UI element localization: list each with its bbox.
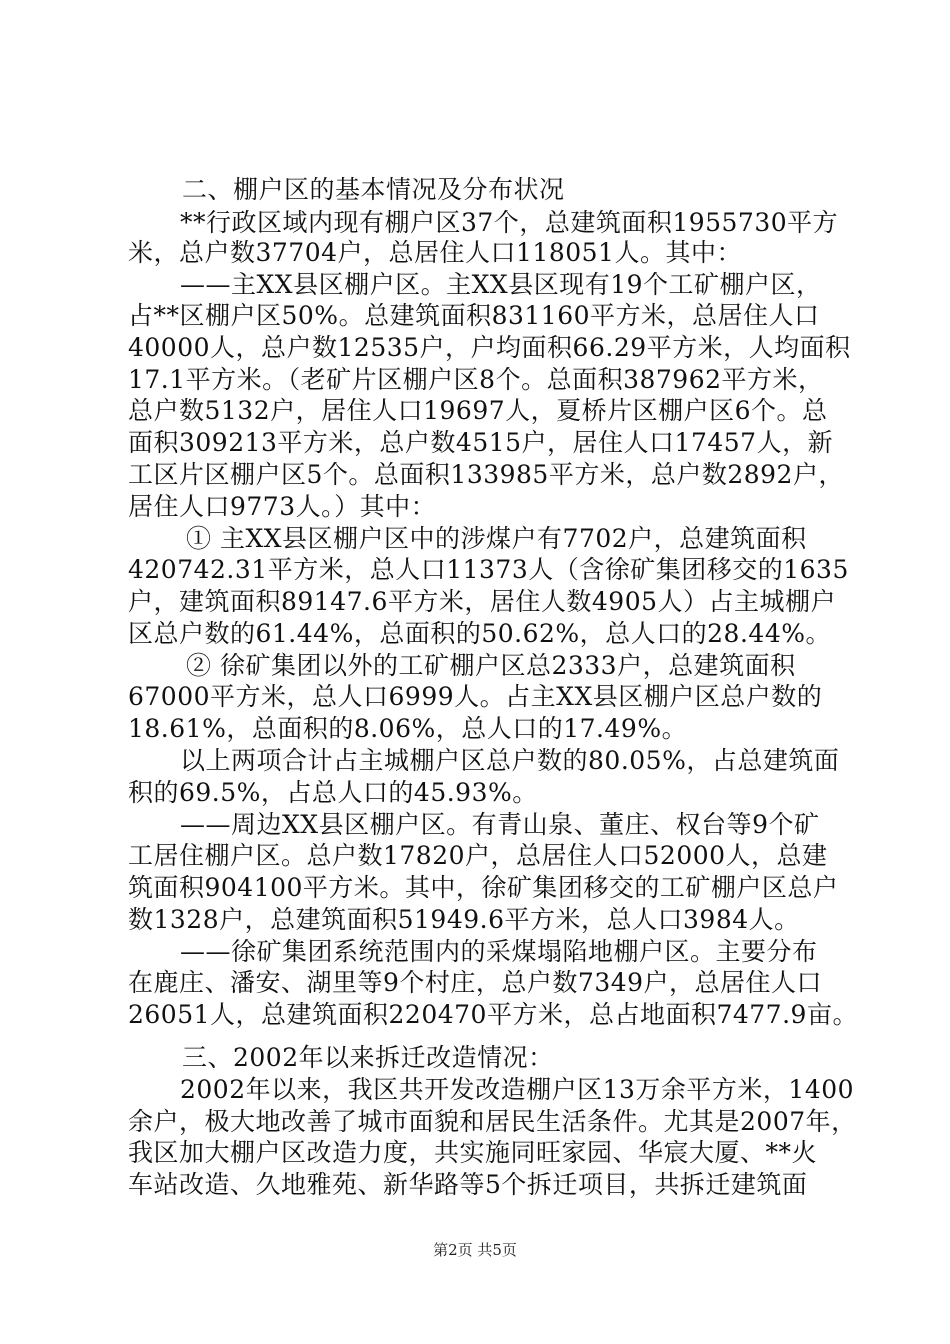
paragraph-line: ——周边XX县区棚户区。有青山泉、董庄、权台等9个矿 (180, 809, 820, 839)
page-number-footer: 第2页 共5页 (433, 1241, 517, 1259)
paragraph-line: 余户，极大地改善了城市面貌和居民生活条件。尤其是2007年， (128, 1106, 857, 1136)
paragraph-line: 总户数5132户，居住人口19697人，夏桥片区棚户区6个。总 (128, 396, 828, 426)
paragraph-line: ——徐矿集团系统范围内的采煤塌陷地棚户区。主要分布 (180, 936, 818, 966)
section-heading-2: 二、棚户区的基本情况及分布状况 (182, 175, 565, 204)
paragraph-line: ① 主XX县区棚户区中的涉煤户有7702户，总建筑面积 (186, 523, 807, 553)
paragraph-line: ——主XX县区棚户区。主XX县区现有19个工矿棚户区， (180, 270, 822, 300)
paragraph-line: 以上两项合计占主城棚户区总户数的80.05%，占总建筑面 (180, 745, 840, 775)
paragraph-line: 420742.31平方米，总人口11373人（含徐矿集团移交的1635 (128, 555, 849, 585)
paragraph-line: 米，总户数37704户，总居住人口118051人。其中： (128, 237, 742, 267)
paragraph-line: 26051人，总建筑面积220470平方米，总占地面积7477.9亩。 (128, 1000, 858, 1030)
paragraph-line: 筑面积904100平方米。其中，徐矿集团移交的工矿棚户区总户 (128, 873, 839, 903)
paragraph-line: 我区加大棚户区改造力度，共实施同旺家园、华宸大厦、**火 (128, 1138, 818, 1168)
paragraph-line: 户，建筑面积89147.6平方米，居住人数4905人）占主城棚户 (128, 587, 837, 617)
paragraph-line: 工居住棚户区。总户数17820户，总居住人口52000人，总建 (128, 841, 828, 871)
paragraph-line: 占**区棚户区50%。总建筑面积831160平方米，总居住人口 (128, 301, 820, 331)
paragraph-line: 数1328户，总建筑面积51949.6平方米，总人口3984人。 (128, 904, 800, 934)
paragraph-line: 工区片区棚户区5个。总面积133985平方米，总户数2892户， (128, 460, 844, 490)
paragraph-line: ② 徐矿集团以外的工矿棚户区总2333户，总建筑面积 (186, 650, 796, 680)
paragraph-line: 面积309213平方米，总户数4515户，居住人口17457人，新 (128, 428, 834, 458)
paragraph-line: 在鹿庄、潘安、湖里等9个村庄，总户数7349户，总居住人口 (128, 968, 823, 998)
paragraph-line: 17.1平方米。（老矿片区棚户区8个。总面积387962平方米， (128, 364, 824, 394)
paragraph-line: 18.61%，总面积的8.06%，总人口的17.49%。 (128, 714, 688, 744)
paragraph-line: 积的69.5%，占总人口的45.93%。 (128, 777, 538, 807)
paragraph-line: **行政区域内现有棚户区37个，总建筑面积1955730平方 (180, 207, 839, 237)
paragraph-line: 区总户数的61.44%，总面积的50.62%，总人口的28.44%。 (128, 618, 831, 648)
paragraph-line: 67000平方米，总人口6999人。占主XX县区棚户区总户数的 (128, 682, 823, 712)
section-heading-3: 三、2002年以来拆迁改造情况： (182, 1043, 554, 1073)
paragraph-line: 2002年以来，我区共开发改造棚户区13万余平方米，1400 (180, 1074, 855, 1104)
paragraph-line: 居住人口9773人。）其中： (128, 491, 437, 521)
paragraph-line: 车站改造、久地雅苑、新华路等5个拆迁项目，共拆迁建筑面 (128, 1170, 808, 1200)
paragraph-line: 40000人，总户数12535户，户均面积66.29平方米，人均面积 (128, 332, 851, 362)
